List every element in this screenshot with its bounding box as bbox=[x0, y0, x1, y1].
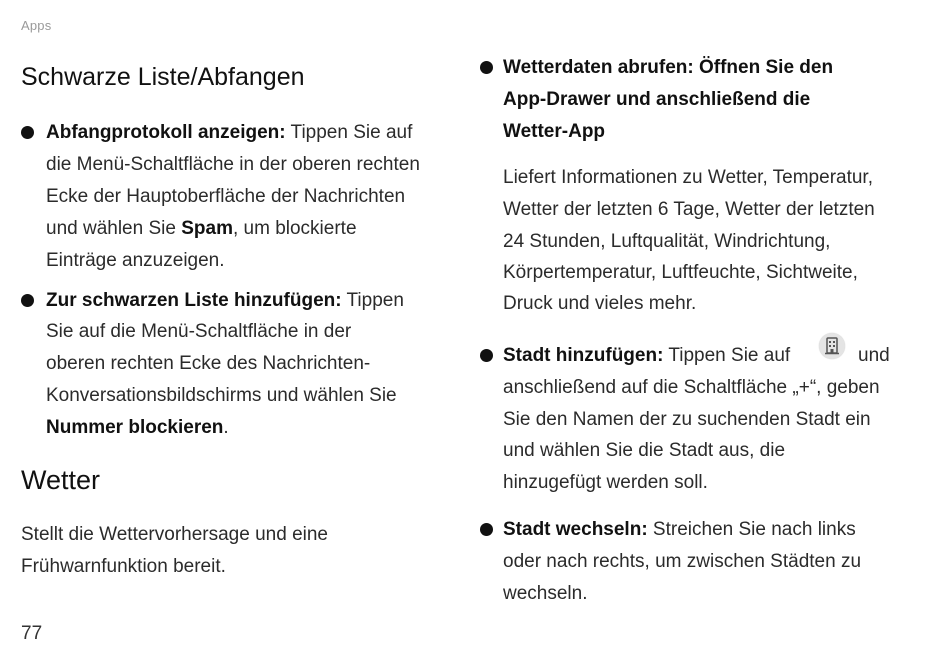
text: Tippen bbox=[341, 290, 404, 311]
text: Streichen Sie nach links bbox=[647, 519, 856, 540]
blacklist-item2-line1 bbox=[46, 290, 404, 312]
weather-desc-line2: Wetter der letzten 6 Tage, Wetter der letzten bbox=[503, 199, 875, 220]
blacklist-item1-line5: Einträge anzuzeigen. bbox=[46, 250, 225, 271]
bold-term: Zur schwarzen Liste hinzufügen: bbox=[46, 290, 342, 311]
weather-heading: Wetter bbox=[21, 465, 101, 495]
bullet-icon bbox=[480, 61, 493, 74]
weather-intro-line1: Stellt die Wettervorhersage und eine bbox=[21, 524, 328, 545]
weather-item2-line3: Sie den Namen der zu suchenden Stadt ein bbox=[503, 409, 871, 430]
bold-term: Spam bbox=[181, 218, 233, 239]
weather-item3-line3: wechseln. bbox=[503, 583, 588, 604]
weather-item2-line2: anschließend auf die Schaltfläche „+“, geben bbox=[503, 377, 880, 398]
section-header: Apps bbox=[21, 18, 52, 33]
blacklist-item2-line2: Sie auf die Menü-Schaltfläche in der bbox=[46, 321, 352, 342]
blacklist-item1-line4 bbox=[46, 218, 357, 240]
bold-term: Stadt wechseln: bbox=[503, 519, 648, 540]
text: Tippen Sie auf bbox=[663, 345, 791, 366]
weather-desc-line4: Körpertemperatur, Luftfeuchte, Sichtweite, bbox=[503, 262, 858, 283]
bullet-icon bbox=[21, 294, 34, 307]
weather-item3-line1 bbox=[503, 519, 856, 541]
weather-item1-line3 bbox=[503, 121, 605, 143]
text: und wählen Sie bbox=[46, 218, 182, 239]
bold-term: Stadt hinzufügen: bbox=[503, 345, 664, 366]
bold-term: App-Drawer und anschließend die bbox=[503, 89, 811, 110]
bold-term: Abfangprotokoll anzeigen: bbox=[46, 122, 286, 143]
bold-term: Nummer blockieren bbox=[46, 417, 224, 438]
weather-item1-line2 bbox=[503, 89, 810, 111]
text: Tippen Sie auf bbox=[285, 122, 413, 143]
weather-item1-line1 bbox=[503, 57, 833, 79]
blacklist-item2-line5 bbox=[46, 417, 229, 439]
weather-desc-line5: Druck und vieles mehr. bbox=[503, 293, 697, 314]
text: . bbox=[223, 417, 229, 438]
blacklist-heading: Schwarze Liste/Abfangen bbox=[21, 63, 305, 91]
blacklist-item1-line2: die Menü-Schaltfläche in der oberen rechten bbox=[46, 154, 420, 175]
text: , um blockierte bbox=[232, 218, 357, 239]
bullet-icon bbox=[480, 523, 493, 536]
city-building-icon bbox=[819, 333, 845, 359]
bold-term: Wetter-App bbox=[503, 121, 606, 142]
weather-intro-line2: Frühwarnfunktion bereit. bbox=[21, 556, 226, 577]
bold-term: Wetterdaten abrufen: Öffnen Sie den bbox=[503, 57, 834, 78]
blacklist-item2-line4: Konversationsbildschirms und wählen Sie bbox=[46, 385, 397, 406]
page-number: 77 bbox=[21, 623, 43, 644]
blacklist-item1-line3: Ecke der Hauptoberfläche der Nachrichten bbox=[46, 186, 406, 207]
weather-item2-line4: und wählen Sie die Stadt aus, die bbox=[503, 440, 786, 461]
weather-item2-line5: hinzugefügt werden soll. bbox=[503, 472, 708, 493]
weather-item2-line1 bbox=[503, 345, 790, 367]
weather-desc-line3: 24 Stunden, Luftqualität, Windrichtung, bbox=[503, 231, 831, 252]
weather-item2-line1-end: und bbox=[858, 345, 890, 366]
blacklist-item2-line3: oberen rechten Ecke des Nachrichten- bbox=[46, 353, 371, 374]
bullet-icon bbox=[21, 126, 34, 139]
weather-item3-line2: oder nach rechts, um zwischen Städten zu bbox=[503, 551, 862, 572]
weather-desc-line1: Liefert Informationen zu Wetter, Temperatur, bbox=[503, 167, 873, 188]
bullet-icon bbox=[480, 349, 493, 362]
blacklist-item1-line1 bbox=[46, 122, 412, 144]
